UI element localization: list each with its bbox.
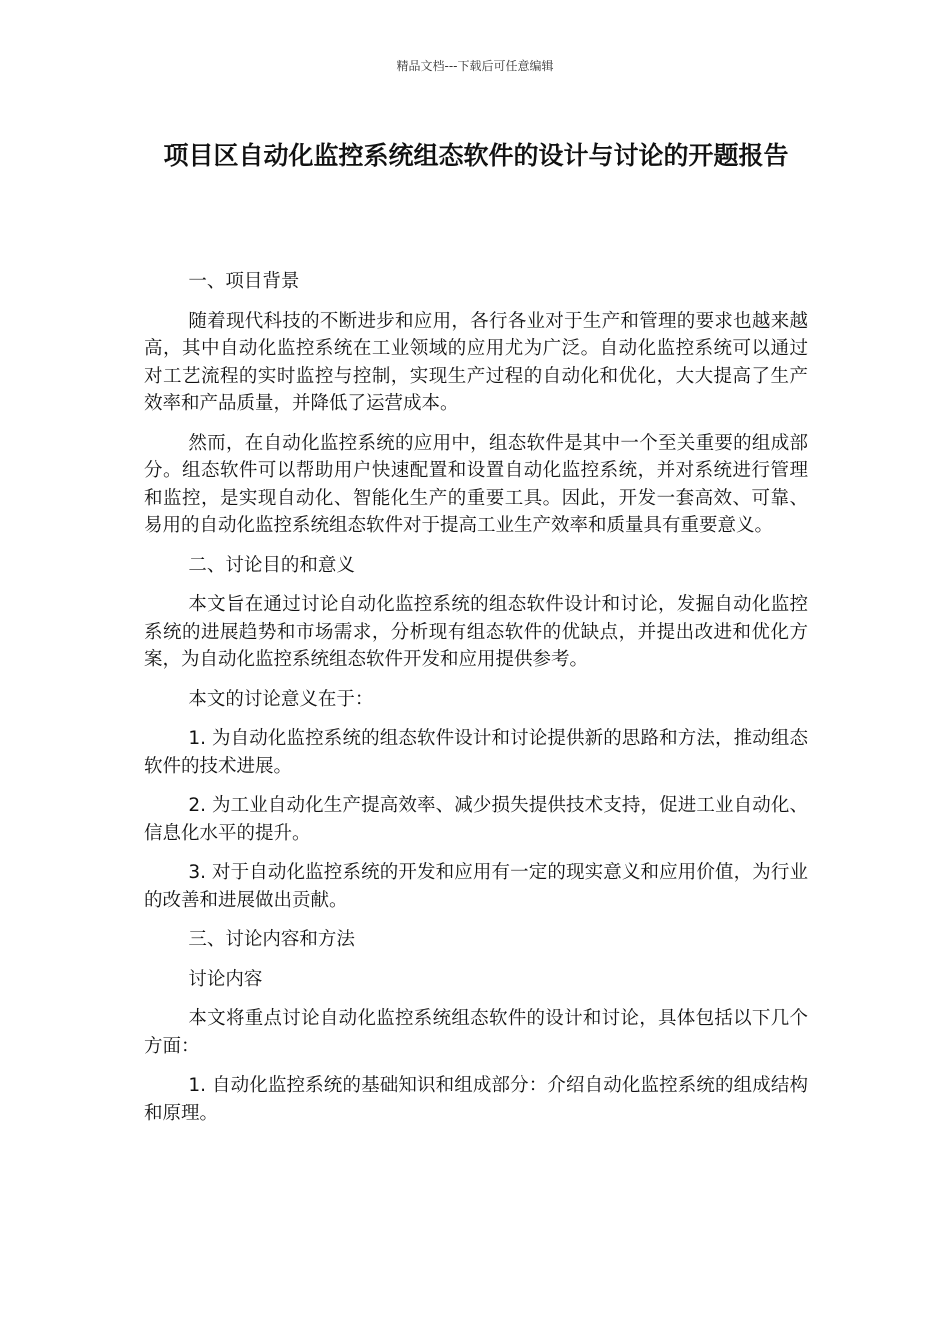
document-title: 项目区自动化监控系统组态软件的设计与讨论的开题报告: [163, 141, 789, 170]
paragraph-background-1: 随着现代科技的不断进步和应用，各行各业对于生产和管理的要求也越来越高，其中自动化监控系统在工业领域的应用尤为广泛。自动化监控系统可以通过对工艺流程的实时监控与控制，实现生产过程的自动化和优化，大大提高了生产效率和产品质量，并降低了运营成本。: [144, 310, 808, 414]
paragraph-purpose-1: 本文旨在通过讨论自动化监控系统的组态软件设计和讨论，发掘自动化监控系统的进展趋势和市场需求，分析现有组态软件的优缺点，并提出改进和优化方案，为自动化监控系统组态软件开发和应用提供参考。: [144, 594, 808, 670]
list-item-significance-2: 2. 为工业自动化生产提高效率、减少损失提供技术支持，促进工业自动化、信息化水平的提升。: [144, 795, 808, 844]
document-body: [144, 268, 808, 1139]
subheading-content: 讨论内容: [188, 968, 263, 990]
section-heading-purpose: 二、讨论目的和意义: [188, 554, 355, 576]
section-heading-content-methods: 三、讨论内容和方法: [188, 929, 355, 950]
paragraph-content-intro: 本文将重点讨论自动化监控系统组态软件的设计和讨论，具体包括以下几个方面：: [144, 1008, 808, 1057]
list-item-content-1: 1. 自动化监控系统的基础知识和组成部分：介绍自动化监控系统的组成结构和原理。: [144, 1075, 808, 1124]
list-item-significance-3: 3. 对于自动化监控系统的开发和应用有一定的现实意义和应用价值，为行业的改善和进展做出贡献。: [144, 862, 808, 911]
paragraph-significance-intro: 本文的讨论意义在于：: [188, 688, 374, 710]
paragraph-background-2: 然而，在自动化监控系统的应用中，组态软件是其中一个至关重要的组成部分。组态软件可以帮助用户快速配置和设置自动化监控系统，并对系统进行管理和监控，是实现自动化、智能化生产的重要工具。因此，开发一套高效、可靠、易用的自动化监控系统组态软件对于提高工业生产效率和质量具有重要意义。: [144, 432, 808, 536]
watermark-header: 精品文档---下载后可任意编辑: [396, 59, 554, 73]
section-heading-background: 一、项目背景: [188, 271, 300, 292]
list-item-significance-1: 1. 为自动化监控系统的组态软件设计和讨论提供新的思路和方法，推动组态软件的技术进展。: [144, 728, 808, 777]
